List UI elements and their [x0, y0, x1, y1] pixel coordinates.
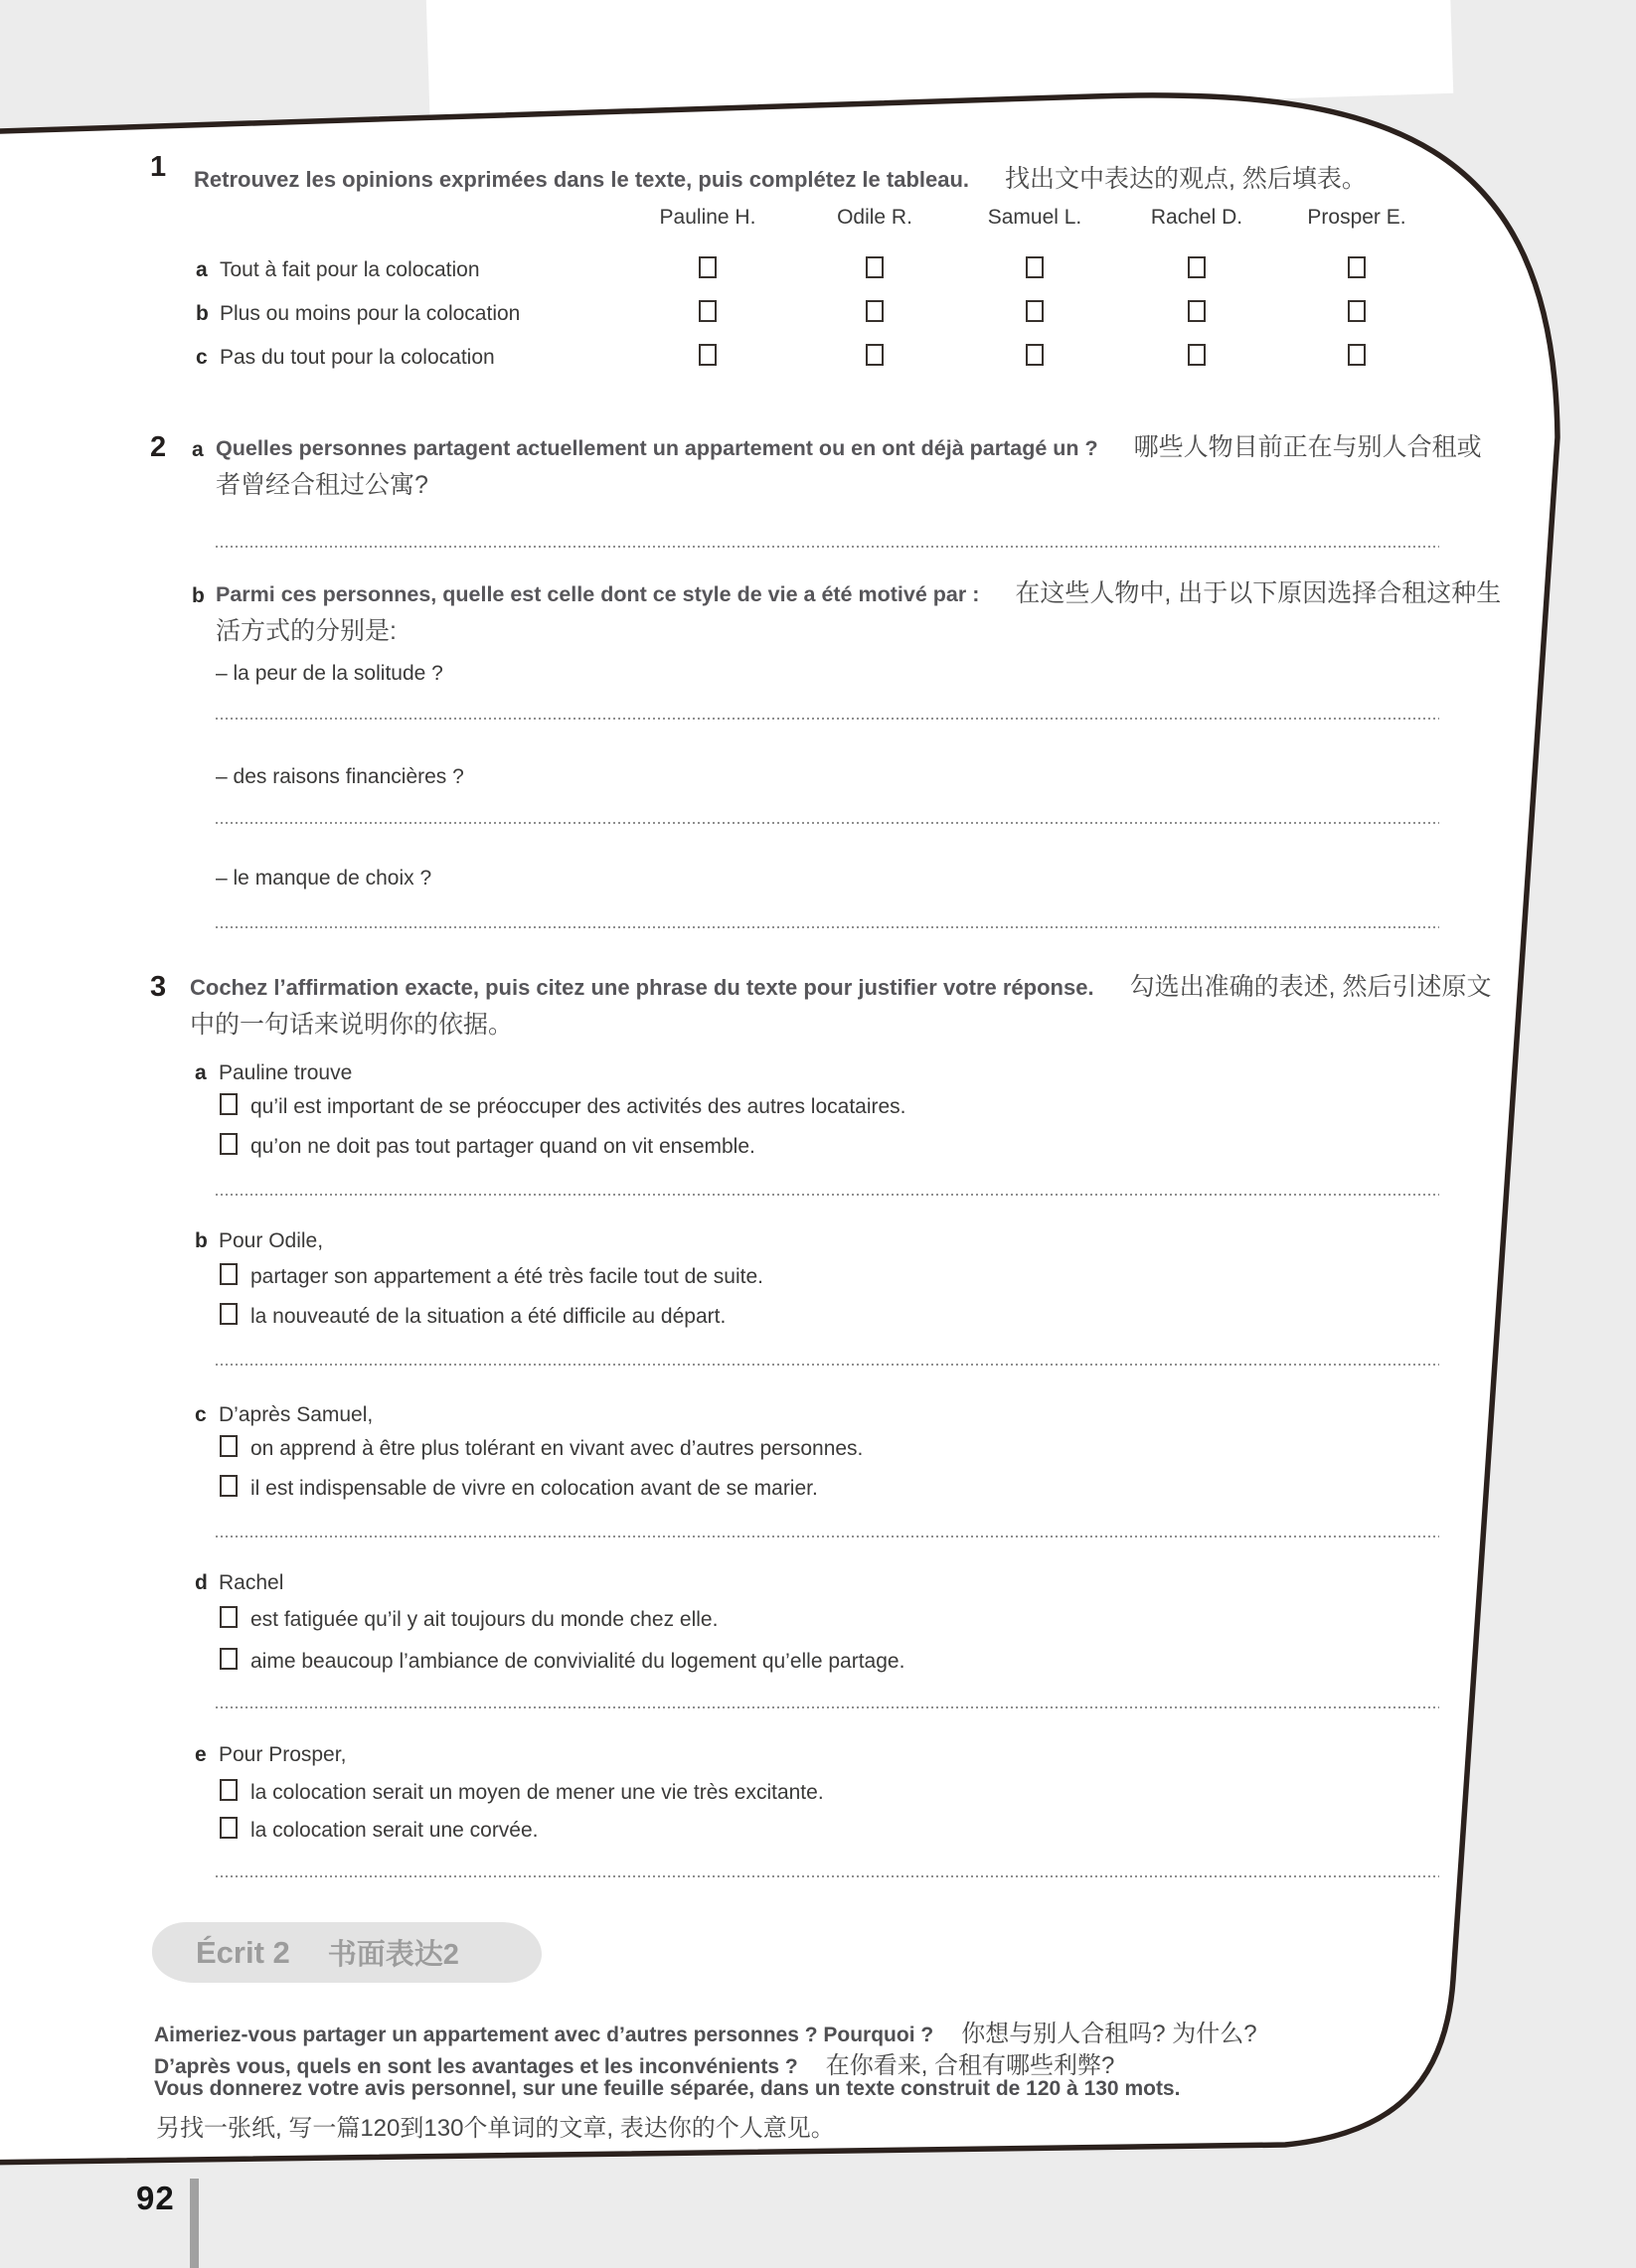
column-header-pauline: Pauline H. — [659, 206, 756, 229]
ex3-option-e2: la colocation serait une corvée. — [250, 1819, 539, 1842]
answer-line[interactable] — [216, 1706, 1439, 1708]
ecrit2-badge — [152, 1922, 542, 1983]
ecrit2-line3 — [154, 2077, 1180, 2101]
ecrit2-badge-fr: Écrit 2 — [196, 1934, 290, 1970]
ex3-option-b2: la nouveauté de la situation a été difficile au départ. — [250, 1305, 727, 1328]
answer-line[interactable] — [216, 926, 1439, 928]
ex3-checkbox-a2[interactable] — [220, 1133, 238, 1155]
exercise1-title — [194, 159, 1367, 195]
answer-line[interactable] — [216, 822, 1439, 824]
ex1-checkbox-b-odile[interactable] — [866, 300, 884, 322]
ex3-checkbox-e2[interactable] — [220, 1817, 238, 1839]
ex3-option-d1: est fatiguée qu’il y ait toujours du monde chez elle. — [250, 1608, 719, 1631]
ex2-item-b-text — [216, 576, 1503, 652]
exercise3-title — [190, 970, 1507, 1046]
answer-line[interactable] — [216, 1875, 1439, 1877]
ex1-checkbox-c-samuel[interactable] — [1026, 344, 1044, 366]
answer-line[interactable] — [216, 1364, 1439, 1366]
ex3-checkbox-b2[interactable] — [220, 1303, 238, 1325]
ex1-checkbox-b-rachel[interactable] — [1188, 300, 1206, 322]
ex1-checkbox-c-prosper[interactable] — [1348, 344, 1366, 366]
ex3-checkbox-b1[interactable] — [220, 1263, 238, 1285]
ex2-sub-item-finances: – des raisons financières ? — [216, 765, 464, 788]
ecrit2-badge-zh: 书面表达2 — [327, 1939, 459, 1971]
ex3-item-d-letter: d — [195, 1571, 208, 1594]
ex1-row-b-letter: b — [196, 302, 209, 325]
ex2-sub-item-solitude: – la peur de la solitude ? — [216, 662, 443, 685]
ex2-item-a-zh: 哪些人物目前正在与别人合租或者曾经合租过公寓? — [216, 433, 1482, 499]
ecrit2-line4 — [156, 2108, 835, 2143]
ex3-item-a-letter: a — [195, 1061, 207, 1084]
ex1-row-c-letter: c — [196, 346, 208, 369]
answer-line[interactable] — [216, 1536, 1439, 1538]
ex1-checkbox-a-odile[interactable] — [866, 256, 884, 278]
ex3-option-e1: la colocation serait un moyen de mener une vie très excitante. — [250, 1781, 824, 1804]
ex1-checkbox-a-samuel[interactable] — [1026, 256, 1044, 278]
ex3-item-c-intro: D’après Samuel, — [219, 1403, 374, 1426]
ex3-item-b-intro: Pour Odile, — [219, 1229, 324, 1252]
ex3-item-d-intro: Rachel — [219, 1571, 284, 1594]
ex3-checkbox-a1[interactable] — [220, 1093, 238, 1115]
column-header-rachel: Rachel D. — [1150, 206, 1243, 229]
ex3-option-c2: il est indispensable de vivre en colocation avant de se marier. — [250, 1477, 818, 1500]
ex3-option-a2: qu’on ne doit pas tout partager quand on vit ensemble. — [250, 1135, 755, 1158]
ex3-option-d2: aime beaucoup l’ambiance de convivialité du logement qu’elle partage. — [250, 1650, 905, 1673]
column-header-odile: Odile R. — [837, 206, 912, 229]
ex3-checkbox-e1[interactable] — [220, 1779, 238, 1801]
ecrit2-line1 — [154, 2014, 1257, 2048]
ex1-checkbox-b-prosper[interactable] — [1348, 300, 1366, 322]
ex1-checkbox-c-pauline[interactable] — [699, 344, 717, 366]
ex1-checkbox-b-pauline[interactable] — [699, 300, 717, 322]
ex3-item-e-intro: Pour Prosper, — [219, 1743, 347, 1766]
ex1-checkbox-a-pauline[interactable] — [699, 256, 717, 278]
ex3-option-b1: partager son appartement a été très facile tout de suite. — [250, 1265, 763, 1288]
ex3-item-e-letter: e — [195, 1743, 207, 1766]
ecrit2-line2-fr: D’après vous, quels en sont les avantages et les inconvénients ? — [154, 2055, 798, 2078]
ex2-item-b-zh: 在这些人物中, 出于以下原因选择合租这种生活方式的分别是: — [216, 579, 1502, 645]
ex2-item-a-fr: Quelles personnes partagent actuellement un appartement ou en ont déjà partagé un ? — [216, 436, 1098, 460]
answer-line[interactable] — [216, 718, 1439, 720]
ecrit2-line2-zh: 在你看来, 合租有哪些利弊? — [825, 2052, 1115, 2079]
exercise2-number: 2 — [150, 431, 167, 463]
exercise1-number: 1 — [150, 151, 167, 183]
ex1-checkbox-a-rachel[interactable] — [1188, 256, 1206, 278]
ecrit2-line1-fr: Aimeriez-vous partager un appartement avec d’autres personnes ? Pourquoi ? — [154, 2024, 934, 2046]
ecrit2-line3-fr: Vous donnerez votre avis personnel, sur une feuille séparée, dans un texte construit de 120 à 130 mots. — [154, 2077, 1181, 2100]
exercise1-title-zh: 找出文中表达的观点, 然后填表。 — [1005, 165, 1367, 193]
answer-line[interactable] — [216, 1194, 1439, 1196]
ecrit2-line1-zh: 你想与别人合租吗? 为什么? — [961, 2021, 1257, 2047]
ex3-checkbox-d2[interactable] — [220, 1648, 238, 1670]
ex1-checkbox-c-odile[interactable] — [866, 344, 884, 366]
ex1-checkbox-c-rachel[interactable] — [1188, 344, 1206, 366]
ex3-item-a-intro: Pauline trouve — [219, 1061, 353, 1084]
ex3-item-c-letter: c — [195, 1403, 207, 1426]
ex3-item-b-letter: b — [195, 1229, 208, 1252]
exercise1-title-fr: Retrouvez les opinions exprimées dans le texte, puis complétez le tableau. — [194, 167, 970, 192]
ecrit2-line4-zh: 另找一张纸, 写一篇120到130个单词的文章, 表达你的个人意见。 — [156, 2115, 835, 2142]
ex2-sub-item-choix: – le manque de choix ? — [216, 867, 432, 890]
answer-line[interactable] — [216, 546, 1439, 548]
page-number: 92 — [136, 2180, 175, 2216]
column-header-prosper: Prosper E. — [1307, 206, 1406, 229]
ex2-item-a-letter: a — [192, 438, 204, 461]
ex1-row-a-letter: a — [196, 258, 208, 281]
ex3-checkbox-c1[interactable] — [220, 1435, 238, 1457]
exercise3-number: 3 — [150, 971, 167, 1003]
ex1-row-b-label: Plus ou moins pour la colocation — [220, 302, 521, 325]
ex1-row-c-label: Pas du tout pour la colocation — [220, 346, 495, 369]
ex3-checkbox-d1[interactable] — [220, 1606, 238, 1628]
exercise3-title-zh: 勾选出准确的表述, 然后引述原文中的一句话来说明你的依据。 — [190, 973, 1492, 1039]
footer-divider-bar — [190, 2179, 199, 2268]
exercise3-title-fr: Cochez l’affirmation exacte, puis citez une phrase du texte pour justifier votre réponse. — [190, 975, 1094, 1000]
ex1-checkbox-a-prosper[interactable] — [1348, 256, 1366, 278]
ex1-checkbox-b-samuel[interactable] — [1026, 300, 1044, 322]
ecrit2-line2 — [154, 2045, 1114, 2080]
ex3-option-c1: on apprend à être plus tolérant en vivant avec d’autres personnes. — [250, 1437, 864, 1460]
ex2-item-a-text — [216, 430, 1503, 506]
ex3-option-a1: qu’il est important de se préoccuper des activités des autres locataires. — [250, 1095, 906, 1118]
ex2-item-b-fr: Parmi ces personnes, quelle est celle dont ce style de vie a été motivé par : — [216, 582, 980, 606]
ex2-item-b-letter: b — [192, 584, 205, 607]
ex3-checkbox-c2[interactable] — [220, 1475, 238, 1497]
ex1-row-a-label: Tout à fait pour la colocation — [220, 258, 480, 281]
column-header-samuel: Samuel L. — [987, 206, 1082, 229]
